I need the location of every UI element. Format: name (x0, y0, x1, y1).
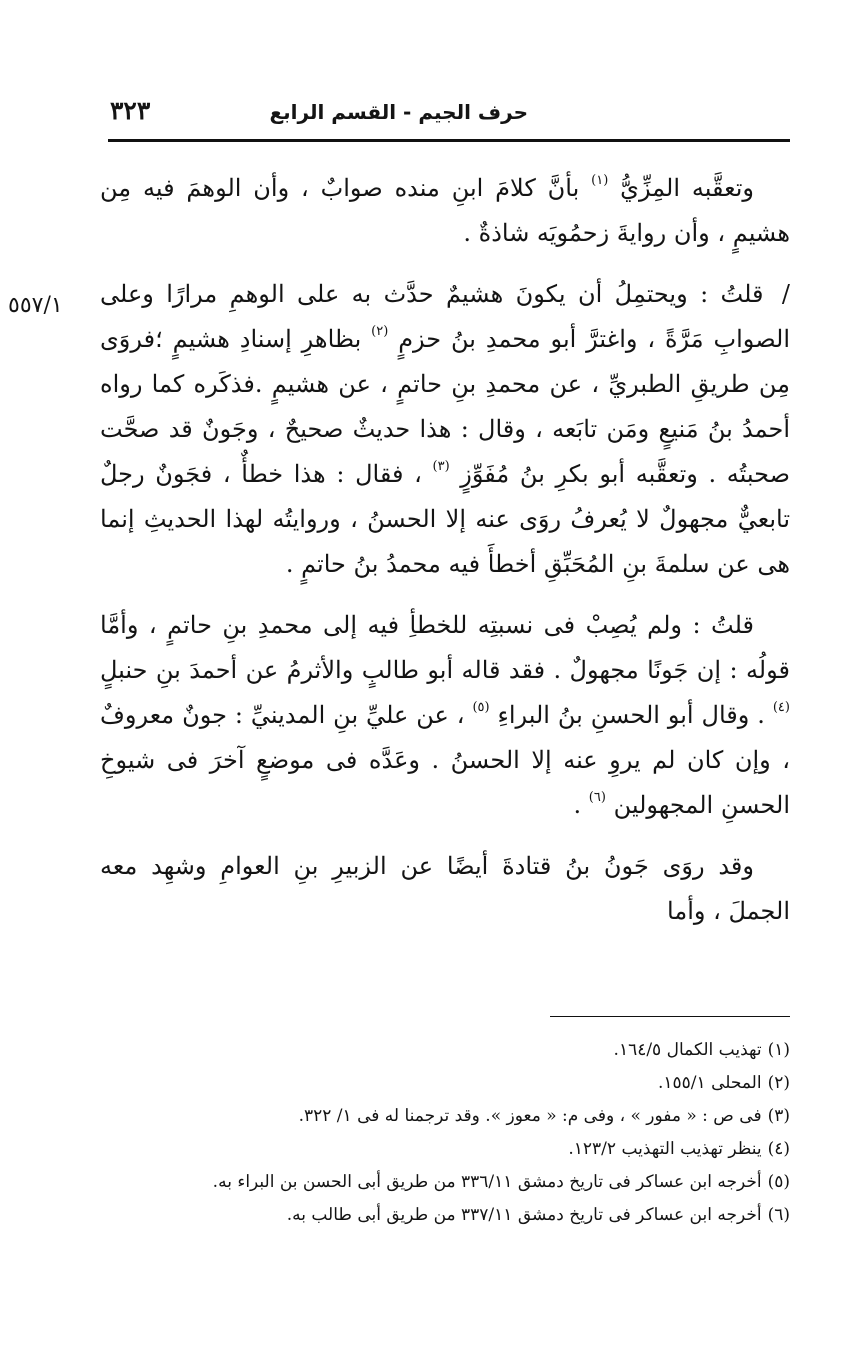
footnote-label: (٥) (767, 1172, 790, 1192)
footnote-text: تهذيب الكمال ١٦٤/٥. (613, 1040, 762, 1060)
footnote-divider (550, 1016, 790, 1017)
footnote-ref-3: (٣) (432, 459, 450, 474)
text-run: بأنَّ كلامَ ابنِ منده صوابٌ ، وأن الوهمَ فيه مِن هشيمٍ ، وأن روايةَ زحمُويَه شاذةٌ . (100, 174, 790, 247)
footnote-1 (108, 1034, 790, 1067)
footnote-label: (٣) (767, 1106, 790, 1126)
main-text (100, 166, 790, 950)
paragraph-1 (100, 166, 790, 256)
footnote-ref-2: (٢) (371, 324, 389, 339)
text-run: ، عن عليِّ بنِ المدينيِّ : جونٌ معروفٌ ، وإن كان لم يروِ عنه إلا الحسنُ . وعَدَّه فى موضعٍ آخرَ فى شيوخِ الحسنِ المجهولين (100, 701, 790, 819)
text-run: ، فقال : هذا خطأٌ ، فجَونٌ رجلٌ تابعيٌّ مجهولٌ لا يُعرفُ روَى عنه إلا الحسنُ ، وروايتُه لهذا الحديثِ إنما هى عن سلمةَ بنِ المُحَبِّقِ أخطأَ فيه محمدُ بنُ حاتمٍ . (100, 460, 790, 578)
margin-reference: ٥٥٧/١ (8, 293, 63, 318)
running-title: حرف الجيم - القسم الرابع (269, 100, 528, 124)
footnote-ref-1: (١) (591, 173, 609, 188)
paragraph-2 (100, 272, 790, 587)
page-break-marker: / (781, 280, 790, 308)
footnote-4 (108, 1133, 790, 1166)
page-header (108, 94, 790, 134)
footnote-text: أخرجه ابن عساكر فى تاريخ دمشق ٣٣٦/١١ من طريق أبى الحسن بن البراء به. (212, 1172, 762, 1192)
footnote-text: فى ص : « مفور » ، وفى م: « معوز ». وقد ترجمنا له فى ١/ ٣٢٢. (298, 1106, 762, 1126)
footnote-ref-6: (٦) (588, 790, 606, 805)
footnote-ref-5: (٥) (472, 700, 490, 715)
header-divider (108, 139, 790, 142)
footnote-3 (108, 1100, 790, 1133)
footnote-label: (٢) (767, 1073, 790, 1093)
footnote-label: (٤) (767, 1139, 790, 1159)
text-run: قلتُ : ولم يُصِبْ فى نسبتِه للخطأِ فيه إلى محمدِ بنِ حاتمٍ ، وأمَّا قولُه : إن جَونًا مجهولٌ . فقد قاله أبو طالبٍ والأثرمُ عن أحمدَ بنِ حنبلٍ (100, 611, 790, 684)
text-run: وتعقَّبه المِزِّيُّ (620, 174, 754, 202)
footnote-2 (108, 1067, 790, 1100)
text-run: . وقال أبو الحسنِ بنُ البراءِ (497, 701, 765, 729)
paragraph-3 (100, 603, 790, 828)
footnote-text: ينظر تهذيب التهذيب ١٢٣/٢. (568, 1139, 762, 1159)
text-run: . (573, 791, 582, 819)
text-run: وقد روَى جَونُ بنُ قتادةَ أيضًا عن الزبيرِ بنِ العوامِ وشهِد معه الجملَ ، وأما (100, 852, 790, 925)
footnotes (108, 1034, 790, 1232)
text-run: بظاهرِ إسنادِ هشيمٍ ؛فروَى مِن طريقِ الطبريِّ ، عن محمدِ بنِ حاتمٍ ، عن هشيمٍ .فذكَره كما رواه أحمدُ بنُ مَنيعٍ ومَن تابَعه ، وقال : هذا حديثٌ صحيحٌ ، وجَونٌ قد صحَّت صحبتُه . وتعقَّبه أبو بكرِ بنُ مُفَوِّزٍ (100, 325, 790, 488)
footnote-label: (١) (767, 1040, 790, 1060)
footnote-label: (٦) (767, 1205, 790, 1225)
text-run: قلتُ : ويحتمِلُ أن يكونَ هشيمٌ حدَّث به على الوهمِ مرارًا وعلى الصوابِ مَرَّةً ، واغترَّ أبو محمدِ بنُ حزمٍ (100, 280, 790, 353)
footnote-text: المحلى ١٥٥/١. (658, 1073, 762, 1093)
footnote-6 (108, 1199, 790, 1232)
footnote-text: أخرجه ابن عساكر فى تاريخ دمشق ٣٣٧/١١ من طريق أبى طالب به. (286, 1205, 762, 1225)
footnote-ref-4: (٤) (772, 700, 790, 715)
page-number: ٣٢٣ (110, 96, 151, 125)
footnote-5 (108, 1166, 790, 1199)
paragraph-4 (100, 844, 790, 934)
